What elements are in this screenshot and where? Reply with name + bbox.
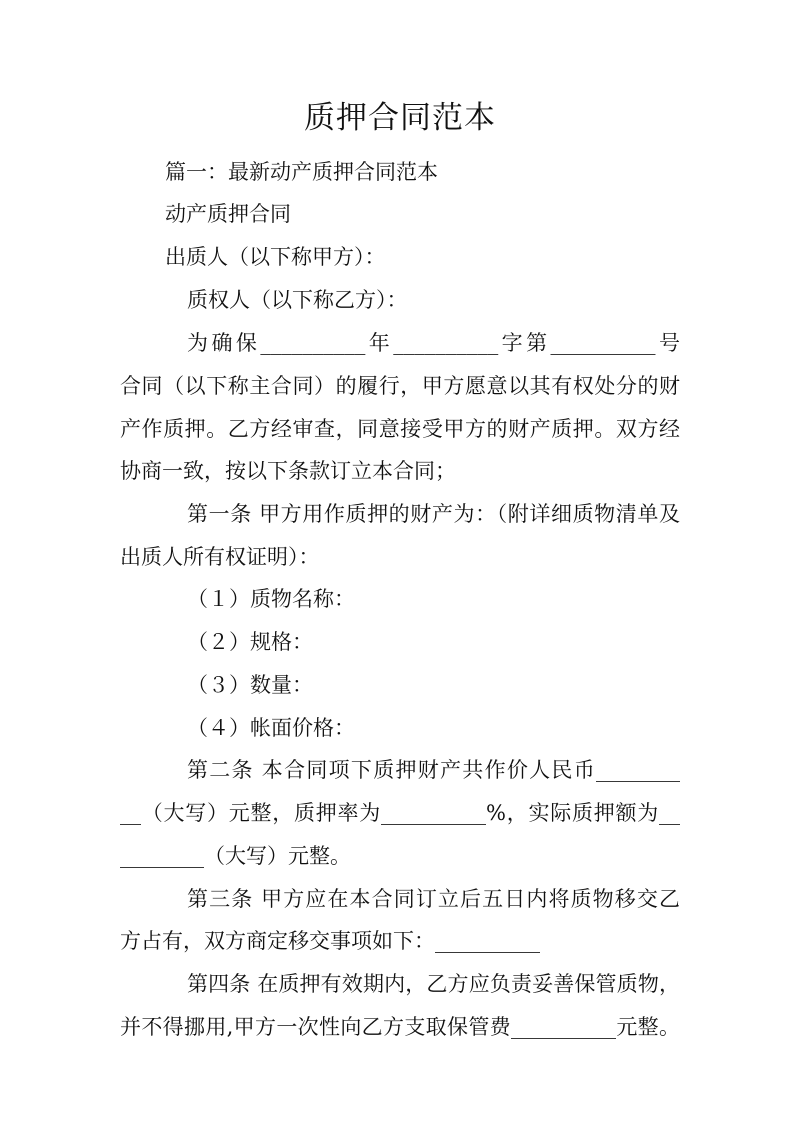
paragraph-line: 产作质押。乙方经审查，同意接受甲方的财产质押。双方经 (120, 417, 680, 441)
article-2-line: ________（大写）元整。 (120, 844, 351, 868)
article-2-line: 第二条 本合同项下质押财产共作价人民币________ (187, 758, 680, 782)
document-title: 质押合同范本 (304, 100, 496, 136)
section-heading: 篇一：最新动产质押合同范本 (165, 160, 438, 184)
paragraph-line: 为确保__________年__________字第__________号 (187, 331, 680, 355)
paragraph-line: 协商一致，按以下条款订立本合同； (120, 459, 456, 483)
list-item-name: （１）质物名称： (187, 587, 355, 611)
list-item-book-value: （４）帐面价格： (187, 716, 355, 740)
contract-subtitle: 动产质押合同 (165, 202, 291, 226)
article-2-line: __（大写）元整，质押率为__________%，实际质押额为__ (120, 801, 680, 825)
pledgor-line: 出质人（以下称甲方）： (165, 245, 386, 269)
list-item-spec: （２）规格： (187, 630, 313, 654)
article-1-line: 出质人所有权证明）： (120, 545, 320, 569)
article-1-line: 第一条 甲方用作质押的财产为：（附详细质物清单及 (187, 502, 680, 526)
article-4-line: 第四条 在质押有效期内，乙方应负责妥善保管质物， (187, 972, 680, 996)
article-3-line: 方占有，双方商定移交事项如下：__________ (120, 929, 540, 953)
list-item-quantity: （３）数量： (187, 673, 313, 697)
pledgee-line: 质权人（以下称乙方）： (187, 288, 408, 312)
paragraph-line: 合同（以下称主合同）的履行，甲方愿意以其有权处分的财 (120, 374, 680, 398)
article-4-line: 并不得挪用,甲方一次性向乙方支取保管费__________元整。 (120, 1015, 680, 1039)
article-3-line: 第三条 甲方应在本合同订立后五日内将质物移交乙 (187, 887, 680, 911)
